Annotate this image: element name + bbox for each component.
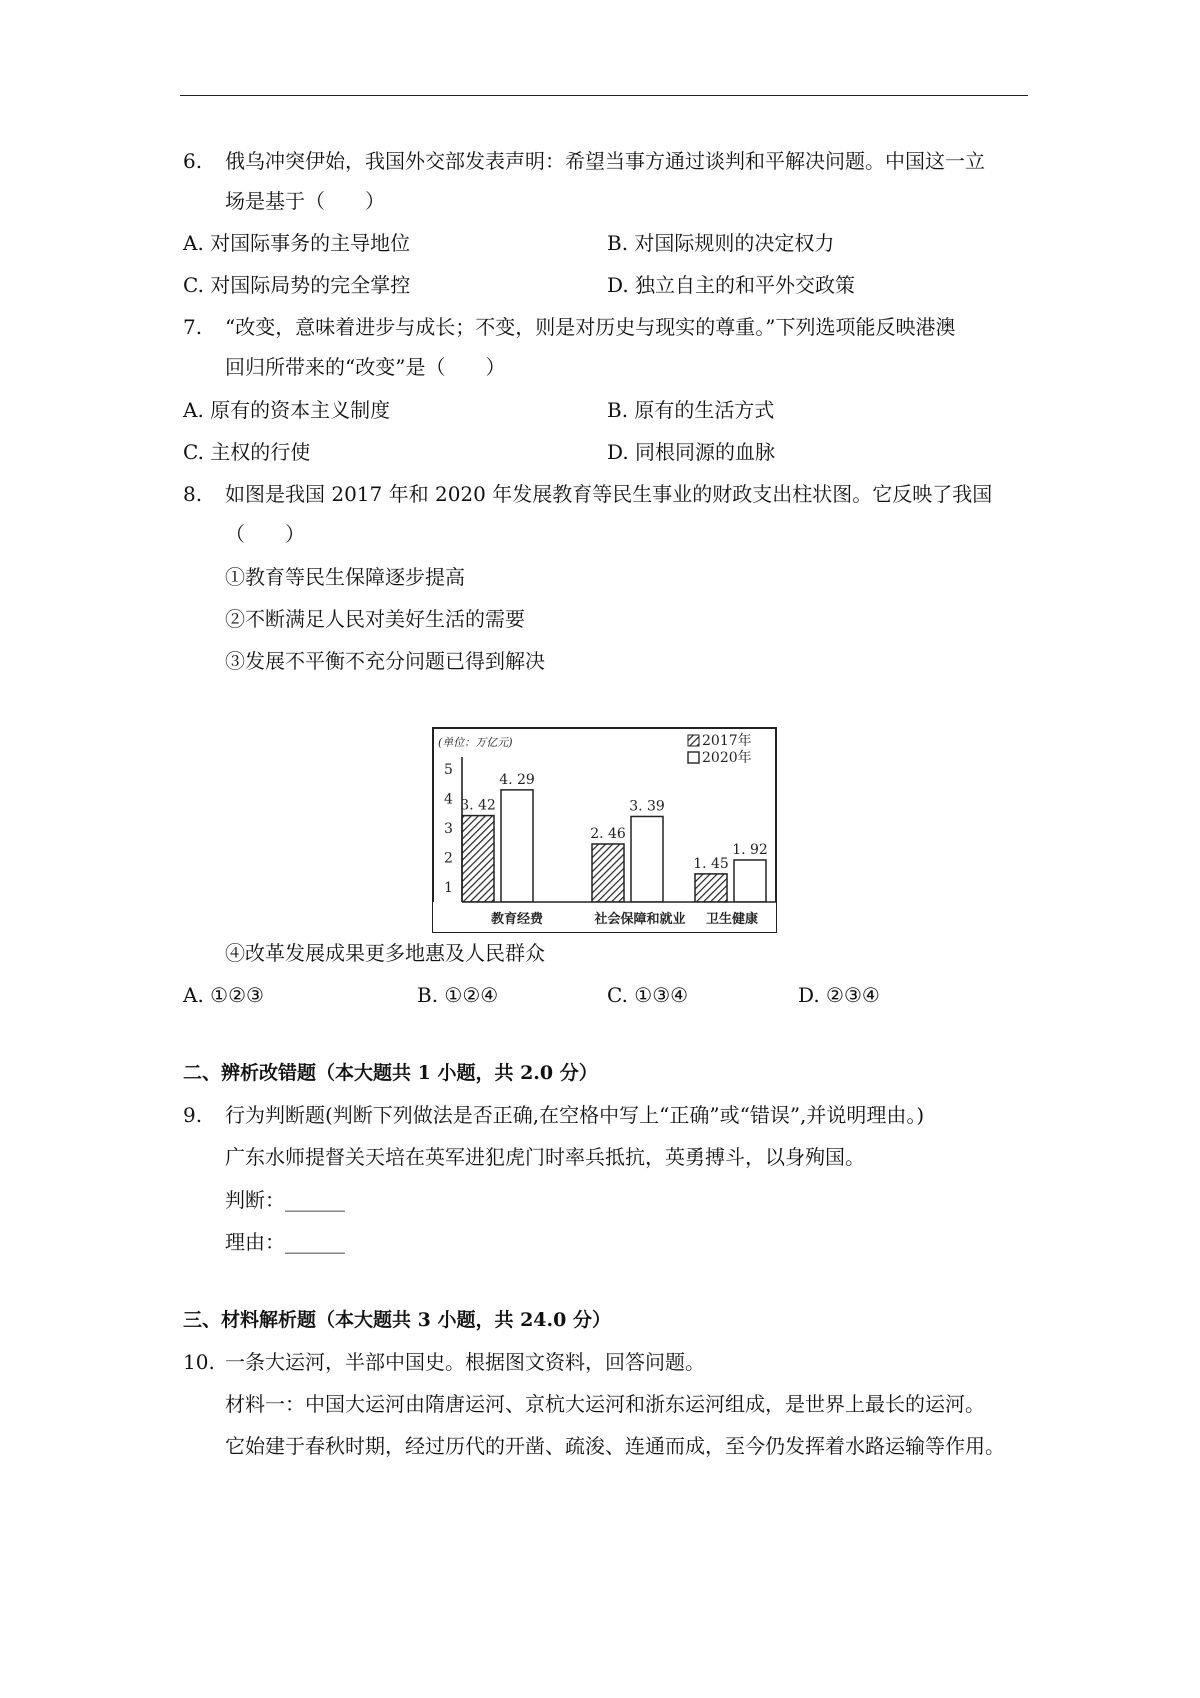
question-6-option-c[interactable]: C. 对国际局势的完全掌控 xyxy=(183,273,411,297)
bar-2020年-社会保障和就业 xyxy=(631,816,663,902)
question-7-option-a[interactable]: A. 原有的资本主义制度 xyxy=(183,398,391,422)
question-8-stem-line2: （ ） xyxy=(225,522,305,546)
category-label-教育经费: 教育经费 xyxy=(490,912,544,927)
bar-value-label-2020年-社会保障和就业: 3. 39 xyxy=(629,798,665,815)
question-8-item-2: ②不断满足人民对美好生活的需要 xyxy=(225,607,525,631)
question-10-material-line1: 材料一：中国大运河由隋唐运河、京杭大运河和浙东运河组成，是世界上最长的运河。 xyxy=(225,1392,985,1416)
chart-unit-label: (单位：万亿元) xyxy=(438,736,513,749)
question-8-option-c[interactable]: C. ①③④ xyxy=(607,983,689,1007)
question-6-option-a[interactable]: A. 对国际事务的主导地位 xyxy=(183,231,411,255)
question-8-item-1: ①教育等民生保障逐步提高 xyxy=(225,565,465,589)
question-8-stem-line1: 如图是我国 2017 年和 2020 年发展教育等民生事业的财政支出柱状图。它反映了我国 xyxy=(225,482,993,506)
question-9-stem-line2: 广东水师提督关天培在英军进犯虎门时率兵抵抗，英勇搏斗，以身殉国。 xyxy=(225,1145,865,1169)
y-tick-label-3: 3 xyxy=(444,821,453,838)
y-tick-label-1: 1 xyxy=(444,880,453,897)
legend-label-2017: 2017年 xyxy=(702,733,752,749)
legend-swatch-2020 xyxy=(688,752,699,763)
question-8-option-b[interactable]: B. ①②④ xyxy=(417,983,499,1007)
question-10-stem-line1: 一条大运河，半部中国史。根据图文资料，回答问题。 xyxy=(225,1350,705,1374)
bar-value-label-2017年-社会保障和就业: 2. 46 xyxy=(590,826,626,842)
question-6-option-d[interactable]: D. 独立自主的和平外交政策 xyxy=(607,273,856,297)
question-9-stem-line1: 行为判断题(判断下列做法是否正确,在空格中写上“正确”或“错误”,并说明理由。) xyxy=(225,1103,925,1127)
question-7-option-b[interactable]: B. 原有的生活方式 xyxy=(607,398,775,422)
y-tick-label-2: 2 xyxy=(444,850,453,867)
question-8-number: 8. xyxy=(183,482,203,506)
question-6-number: 6. xyxy=(183,149,203,173)
section-2-heading: 二、辨析改错题（本大题共 1 小题，共 2.0 分） xyxy=(183,1062,598,1084)
bar-value-label-2017年-教育经费: 3. 42 xyxy=(460,797,496,814)
y-tick-label-4: 4 xyxy=(444,791,453,808)
question-7-number: 7. xyxy=(183,315,203,339)
question-8-item-4: ④改革发展成果更多地惠及人民群众 xyxy=(225,941,545,965)
chart-svg xyxy=(432,727,777,933)
question-8-option-d[interactable]: D. ②③④ xyxy=(798,983,880,1007)
question-8-item-3: ③发展不平衡不充分问题已得到解决 xyxy=(225,649,545,673)
question-10-number: 10. xyxy=(183,1350,215,1374)
bar-2020年-教育经费 xyxy=(501,790,533,902)
legend-label-2020: 2020年 xyxy=(702,750,752,766)
question-9-judge-blank[interactable]: 判断：______ xyxy=(225,1188,345,1212)
question-6-option-b[interactable]: B. 对国际规则的决定权力 xyxy=(607,231,835,255)
question-6-stem-line2: 场是基于（ ） xyxy=(225,189,385,213)
bar-value-label-2017年-卫生健康: 1. 45 xyxy=(693,855,729,872)
question-10-material-line2: 它始建于春秋时期，经过历代的开凿、疏浚、连通而成，至今仍发挥着水路运输等作用。 xyxy=(225,1434,1005,1458)
bar-2017年-教育经费 xyxy=(462,816,494,902)
bar-value-label-2020年-教育经费: 4. 29 xyxy=(499,771,535,788)
header-rule xyxy=(180,95,1028,96)
question-6-stem-line1: 俄乌冲突伊始，我国外交部发表声明：希望当事方通过谈判和平解决问题。中国这一立 xyxy=(225,149,985,173)
bar-2017年-社会保障和就业 xyxy=(592,844,624,902)
bar-2017年-卫生健康 xyxy=(695,874,727,902)
question-7-stem-line2: 回归所带来的“改变”是（ ） xyxy=(225,355,506,379)
section-3-heading: 三、材料解析题（本大题共 3 小题，共 24.0 分） xyxy=(183,1309,611,1331)
category-label-社会保障和就业: 社会保障和就业 xyxy=(594,912,686,927)
question-8-option-a[interactable]: A. ①②③ xyxy=(183,983,264,1007)
bar-2020年-卫生健康 xyxy=(734,860,766,902)
fiscal-expenditure-bar-chart xyxy=(432,727,777,933)
y-tick-label-5: 5 xyxy=(444,761,453,778)
bar-value-label-2020年-卫生健康: 1. 92 xyxy=(732,841,768,858)
question-9-number: 9. xyxy=(183,1103,203,1127)
category-label-卫生健康: 卫生健康 xyxy=(705,912,759,927)
legend-swatch-2017 xyxy=(688,735,699,746)
question-7-option-c[interactable]: C. 主权的行使 xyxy=(183,440,311,464)
question-9-reason-blank[interactable]: 理由：______ xyxy=(225,1230,345,1254)
question-7-stem-line1: “改变，意味着进步与成长；不变，则是对历史与现实的尊重。”下列选项能反映港澳 xyxy=(225,315,956,339)
question-7-option-d[interactable]: D. 同根同源的血脉 xyxy=(607,440,776,464)
